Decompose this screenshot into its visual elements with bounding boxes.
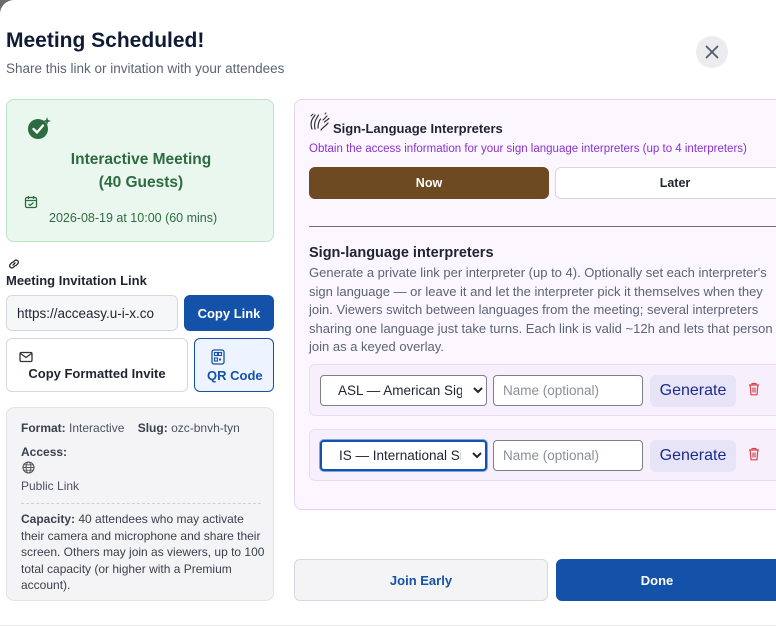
- access-value: Public Link: [21, 479, 80, 493]
- done-label: Done: [640, 572, 674, 588]
- section-divider: [309, 226, 776, 227]
- meeting-summary-card: [6, 99, 274, 242]
- sign-language-panel: [294, 99, 776, 510]
- interpreter-row: [309, 429, 776, 481]
- done-button[interactable]: [556, 559, 776, 601]
- interpreter-language-select[interactable]: [320, 440, 487, 471]
- interpreter-language-select[interactable]: [320, 375, 487, 406]
- qr-code-icon: [211, 349, 225, 370]
- generate-button[interactable]: Generate: [650, 375, 736, 407]
- meeting-type-title: [7, 148, 275, 194]
- check-sparkle-icon: [25, 114, 55, 147]
- copy-link-button[interactable]: Copy Link: [184, 295, 274, 331]
- invitation-link-label: Meeting Invitation Link: [6, 273, 147, 288]
- interpreters-section-text: Generate a private link per interpreter (up to 4). Optionally set each interpreter's sign language — or leave it and let the interpreter pick it themselves when they join. Viewers switch between languages from the meeting; several interpreters sharing one language just take turns. Each link is valid ~12h and lets that person join as a keyed overlay.: [309, 265, 773, 354]
- capacity-text-block: [21, 511, 269, 594]
- close-icon: [705, 45, 719, 59]
- join-early-button[interactable]: Join Early: [294, 559, 548, 601]
- format-slug-row: [21, 421, 240, 435]
- qr-code-button[interactable]: [194, 338, 274, 392]
- access-key: Access:: [21, 445, 68, 459]
- meeting-type-line1: Interactive Meeting: [70, 151, 212, 168]
- sign-language-hands-icon: [309, 112, 331, 137]
- slug-key: Slug:: [137, 421, 168, 435]
- sign-language-description: Obtain the access information for your sign language interpreters (up to 4 interpreters): [309, 143, 747, 155]
- interpreter-row: [309, 364, 776, 416]
- format-value: Interactive: [69, 421, 125, 435]
- meeting-datetime: 2026-08-19 at 10:00 (60 mins): [49, 211, 218, 225]
- trash-icon[interactable]: [748, 382, 760, 401]
- invitation-url-field[interactable]: https://acceasy.u-i-x.co: [6, 295, 178, 331]
- copy-formatted-invite-label: Copy Formatted Invite: [28, 366, 166, 381]
- sign-language-title: Sign-Language Interpreters: [333, 121, 503, 136]
- details-divider: [21, 503, 261, 504]
- dialog-title: Meeting Scheduled!: [6, 29, 205, 52]
- later-button[interactable]: Later: [555, 167, 776, 199]
- calendar-icon: [24, 195, 38, 214]
- interpreter-name-input[interactable]: [493, 440, 643, 471]
- capacity-text: 40 attendees who may activate their camera and microphone and share their screen. Others may join as viewers, up to 100 total capacity (or higher with a Premium account).: [21, 512, 265, 592]
- dialog-subtitle: Share this link or invitation with your attendees: [6, 61, 285, 76]
- meeting-details-card: [6, 407, 274, 601]
- format-key: Format:: [21, 421, 66, 435]
- capacity-key: Capacity:: [21, 512, 76, 526]
- now-button[interactable]: Now: [309, 167, 549, 199]
- generate-button[interactable]: Generate: [650, 440, 736, 472]
- trash-icon[interactable]: [748, 447, 760, 466]
- globe-icon: [22, 461, 35, 477]
- interpreter-name-input[interactable]: [493, 375, 643, 406]
- qr-code-label: QR Code: [207, 368, 263, 383]
- meeting-guests-line2: (40 Guests): [98, 174, 184, 191]
- copy-formatted-invite-button[interactable]: [6, 338, 188, 392]
- interpreters-section-title: Sign-language interpreters: [309, 245, 494, 261]
- slug-value: ozc-bnvh-tyn: [171, 421, 240, 435]
- close-button[interactable]: [696, 36, 728, 68]
